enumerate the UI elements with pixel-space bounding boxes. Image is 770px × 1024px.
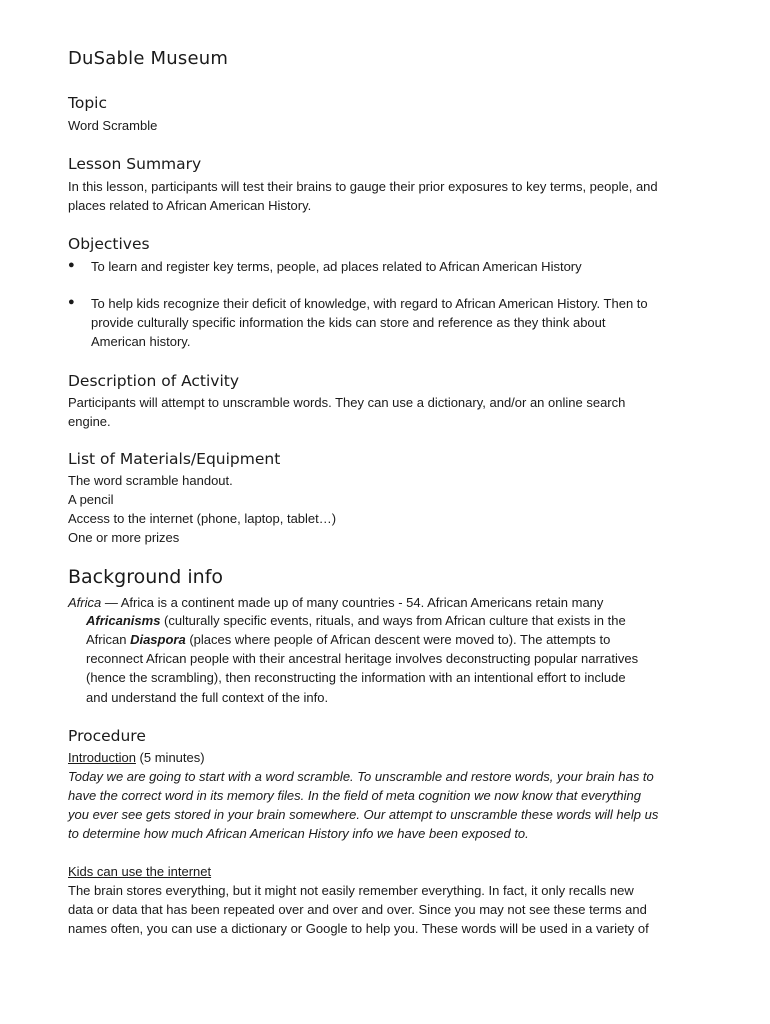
intro-label-line: [68, 748, 205, 767]
term-diaspora: Diaspora: [130, 632, 186, 647]
topic-heading: Topic: [68, 94, 107, 112]
description-line: Participants will attempt to unscramble words. They can use a dictionary, and/or an online search: [68, 395, 626, 410]
objective-item-cont: provide culturally specific information the kids can store and reference as they think about: [91, 315, 606, 330]
background-line: [86, 611, 626, 630]
internet-label: Kids can use the internet: [68, 864, 212, 879]
background-text: African: [86, 632, 131, 647]
internet-line: The brain stores everything, but it might not easily remember everything. In fact, it only recalls new: [68, 883, 634, 898]
background-line: (hence the scrambling), then reconstructing the information with an intentional effort to include: [86, 670, 626, 685]
lesson-summary-line: places related to African American History.: [68, 198, 312, 213]
topic-text: Word Scramble: [68, 118, 158, 133]
objectives-heading: Objectives: [68, 235, 150, 253]
procedure-heading: Procedure: [68, 727, 146, 745]
description-line: engine.: [68, 414, 111, 429]
objective-item-cont: American history.: [91, 334, 191, 349]
materials-item: Access to the internet (phone, laptop, tablet…): [68, 511, 337, 526]
internet-line: data or data that has been repeated over and over and over. Since you may not see these terms and: [68, 902, 647, 917]
materials-heading: List of Materials/Equipment: [68, 450, 281, 468]
background-line: [68, 593, 603, 612]
background-line: [86, 630, 610, 649]
intro-line: to determine how much African American History info we have been exposed to.: [68, 826, 529, 841]
description-heading: Description of Activity: [68, 372, 240, 390]
objective-item: To help kids recognize their deficit of knowledge, with regard to African American History. Then to: [91, 296, 648, 311]
materials-item: The word scramble handout.: [68, 473, 233, 488]
background-line: and understand the full context of the info.: [86, 690, 329, 705]
intro-label: Introduction: [68, 750, 136, 765]
internet-line: names often, you can use a dictionary or Google to help you. These words will be used in a variety of: [68, 921, 649, 936]
intro-line: you ever see gets stored in your brain somewhere. Our attempt to unscramble these words will help us: [68, 807, 659, 822]
background-text: — Africa is a continent made up of many countries - 54. African Americans retain many: [101, 595, 604, 610]
background-text: (places where people of African descent were moved to). The attempts to: [185, 632, 611, 647]
materials-item: One or more prizes: [68, 530, 180, 545]
objective-item: To learn and register key terms, people, ad places related to African American History: [91, 259, 582, 274]
materials-item: A pencil: [68, 492, 114, 507]
term-africa: Africa: [68, 595, 102, 610]
intro-line: have the correct word in its memory files. In the field of meta cognition we now know that everything: [68, 788, 641, 803]
lesson-summary-line: In this lesson, participants will test their brains to gauge their prior exposures to key terms, people, and: [68, 179, 658, 194]
background-line: reconnect African people with their ancestral heritage involves deconstructing popular narratives: [86, 651, 639, 666]
term-africanisms: Africanisms: [86, 613, 161, 628]
intro-line: Today we are going to start with a word scramble. To unscramble and restore words, your brain has to: [68, 769, 654, 784]
background-text: (culturally specific events, rituals, and ways from African culture that exists in the: [160, 613, 626, 628]
bullet-icon: ●: [68, 296, 75, 308]
intro-time: (5 minutes): [135, 750, 205, 765]
lesson-summary-heading: Lesson Summary: [68, 155, 202, 173]
bullet-icon: ●: [68, 259, 75, 271]
document-title: DuSable Museum: [68, 48, 229, 69]
background-heading: Background info: [68, 566, 224, 588]
